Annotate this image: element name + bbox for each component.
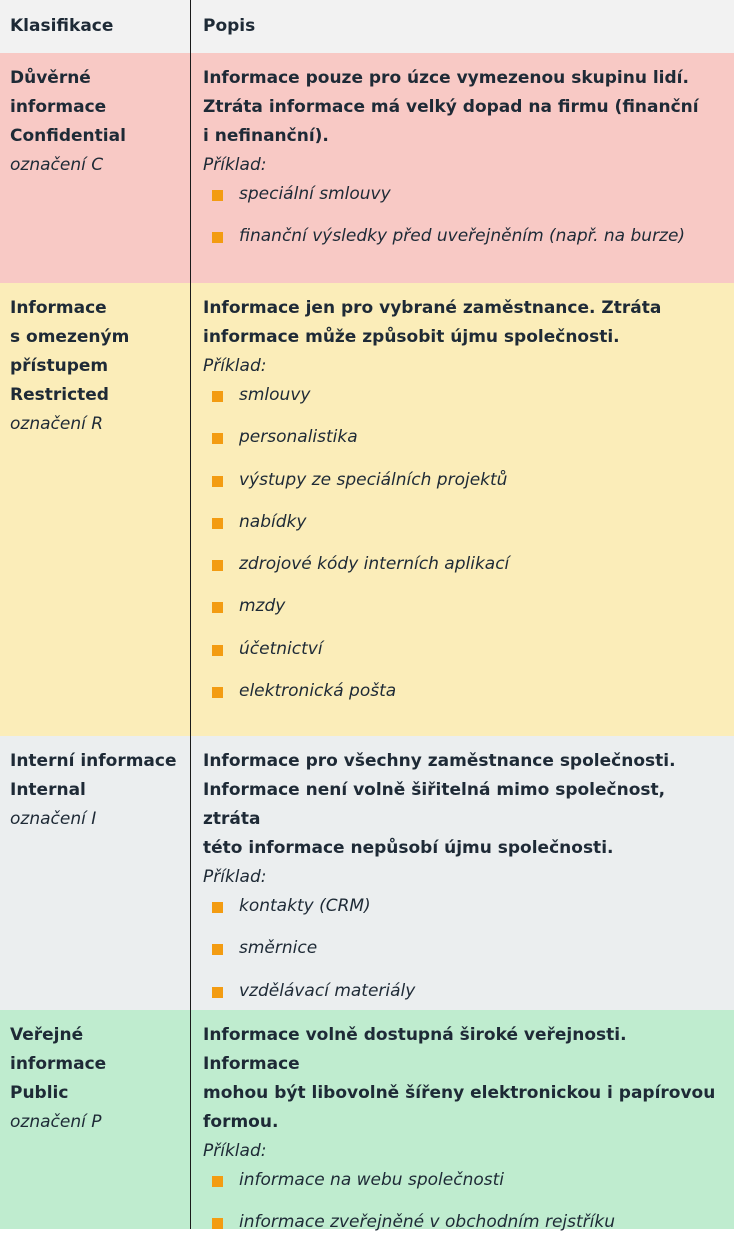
table-row-restricted — [0, 283, 734, 736]
classification-name-line: Confidential — [10, 126, 126, 146]
description-line: Ztráta informace má velký dopad na firmu (finanční — [203, 97, 699, 117]
description-cell — [191, 736, 734, 1010]
example-list — [203, 1166, 726, 1251]
example-text: personalistika — [239, 427, 358, 448]
square-bullet-icon — [212, 560, 223, 571]
classification-name-line: Informace — [10, 298, 107, 318]
example-label: Příklad: — [203, 867, 267, 887]
square-bullet-icon — [212, 433, 223, 444]
table-row-confidential — [0, 53, 734, 283]
example-text: elektronická pošta — [239, 681, 397, 702]
classification-name-line: Restricted — [10, 385, 109, 405]
square-bullet-icon — [212, 987, 223, 998]
example-label: Příklad: — [203, 1141, 267, 1161]
list-item — [203, 508, 726, 550]
description-line: Informace volně dostupná široké veřejnosti. Informace — [203, 1025, 627, 1074]
example-text: finanční výsledky před uveřejněním (např. na burze) — [239, 226, 686, 247]
description-cell — [191, 53, 734, 283]
list-item — [203, 677, 726, 719]
square-bullet-icon — [212, 391, 223, 402]
example-text: mzdy — [239, 596, 286, 617]
classification-name-line: informace — [10, 97, 107, 117]
example-text: vzdělávací materiály — [239, 980, 416, 1001]
example-text: výstupy ze speciálních projektů — [239, 469, 508, 490]
example-list — [203, 381, 726, 719]
classification-name-line: Interní informace — [10, 751, 177, 771]
square-bullet-icon — [212, 687, 223, 698]
example-text: speciální smlouvy — [239, 184, 391, 204]
list-item — [203, 466, 726, 508]
header-description: Popis — [203, 16, 256, 36]
example-text: smlouvy — [239, 385, 311, 405]
square-bullet-icon — [212, 518, 223, 529]
square-bullet-icon — [212, 190, 223, 201]
classification-name-line: informace — [10, 1054, 107, 1074]
header-classification: Klasifikace — [0, 0, 191, 53]
classification-name-line: Důvěrné — [10, 68, 91, 88]
list-item — [203, 635, 726, 677]
example-list — [203, 892, 726, 1019]
classification-cell — [0, 1010, 191, 1229]
classification-cell — [0, 736, 191, 1010]
square-bullet-icon — [212, 1218, 223, 1229]
table-row-public — [0, 1010, 734, 1233]
classification-cell — [0, 53, 191, 283]
description-cell — [191, 283, 734, 736]
description-line: formou. — [203, 1112, 279, 1132]
square-bullet-icon — [212, 1176, 223, 1187]
list-item — [203, 180, 726, 222]
description-line: mohou být libovolně šířeny elektronickou i papírovou — [203, 1083, 716, 1103]
square-bullet-icon — [212, 232, 223, 243]
description-line: Informace pro všechny zaměstnance společnosti. — [203, 751, 676, 771]
list-item — [203, 1166, 726, 1208]
classification-name-line: Internal — [10, 780, 86, 800]
description-line: této informace nepůsobí újmu společnosti. — [203, 838, 614, 858]
list-item — [203, 934, 726, 976]
example-label: Příklad: — [203, 356, 267, 376]
square-bullet-icon — [212, 645, 223, 656]
example-text: účetnictví — [239, 638, 323, 659]
example-text: zdrojové kódy interních aplikací — [239, 554, 510, 575]
classification-name-line: s omezeným — [10, 327, 130, 347]
table-row-internal — [0, 736, 734, 1010]
list-item — [203, 892, 726, 934]
description-line: Informace pouze pro úzce vymezenou skupinu lidí. — [203, 68, 689, 88]
description-line: informace může způsobit újmu společnosti. — [203, 327, 620, 347]
list-item — [203, 592, 726, 634]
classification-code: označení C — [10, 155, 104, 175]
description-line: i nefinanční). — [203, 126, 329, 146]
list-item — [203, 550, 726, 592]
classification-name-line: přístupem — [10, 356, 109, 376]
example-text: směrnice — [239, 938, 318, 959]
example-text: informace zveřejněné v obchodním rejstříku — [239, 1212, 616, 1233]
square-bullet-icon — [212, 476, 223, 487]
classification-name-line: Veřejné — [10, 1025, 84, 1045]
square-bullet-icon — [212, 602, 223, 613]
classification-code: označení I — [10, 809, 97, 829]
classification-cell — [0, 283, 191, 736]
description-cell — [191, 1010, 734, 1233]
description-line: Informace jen pro vybrané zaměstnance. Ztráta — [203, 298, 662, 318]
example-text: nabídky — [239, 511, 307, 532]
example-label: Příklad: — [203, 155, 267, 175]
classification-name-line: Public — [10, 1083, 69, 1103]
description-line: Informace není volně šiřitelná mimo společnost, ztráta — [203, 780, 666, 829]
classification-code: označení R — [10, 414, 104, 434]
list-item — [203, 381, 726, 423]
list-item — [203, 222, 726, 264]
square-bullet-icon — [212, 902, 223, 913]
list-item — [203, 423, 726, 465]
classification-code: označení P — [10, 1112, 102, 1132]
table-header — [0, 0, 734, 53]
example-text: informace na webu společnosti — [239, 1170, 504, 1190]
square-bullet-icon — [212, 944, 223, 955]
example-list — [203, 180, 726, 265]
example-text: kontakty (CRM) — [239, 896, 371, 916]
list-item — [203, 1208, 726, 1250]
